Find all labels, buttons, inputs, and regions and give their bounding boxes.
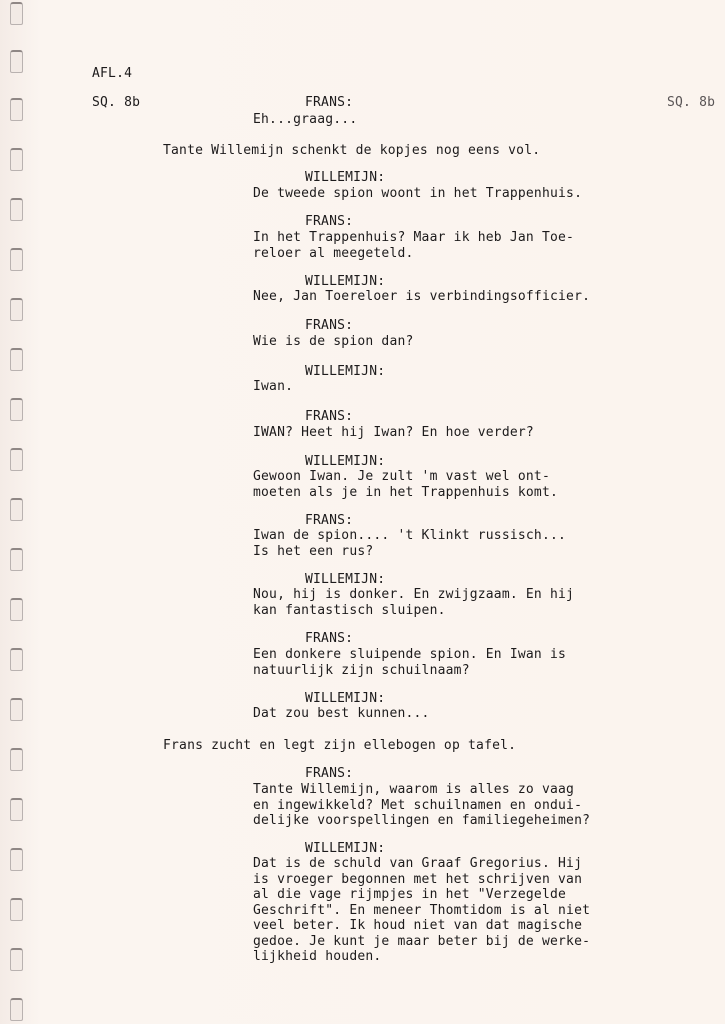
binder-hole: [10, 498, 23, 521]
binder-hole: [10, 548, 23, 571]
dialogue-line: Een donkere sluipende spion. En Iwan is natuurlijk zijn schuilnaam?: [253, 647, 567, 678]
dialogue-line: Wie is de spion dan?: [253, 334, 414, 349]
dialogue-line: Dat zou best kunnen...: [253, 706, 430, 721]
dialogue-line: Nee, Jan Toereloer is verbindingsofficier.: [253, 289, 591, 304]
dialogue-line: Nou, hij is donker. En zwijgzaam. En hij kan fantastisch sluipen.: [253, 587, 575, 618]
binder-hole: [10, 648, 23, 671]
episode-label: AFL.4: [92, 66, 133, 81]
speaker-name: FRANS:: [305, 318, 354, 333]
action-line: Frans zucht en legt zijn ellebogen op tafel.: [163, 738, 517, 753]
speaker-name: WILLEMIJN:: [305, 572, 386, 587]
speaker-name: WILLEMIJN:: [305, 274, 386, 289]
binder-hole: [10, 148, 23, 171]
binder-hole: [10, 898, 23, 921]
dialogue-line: Eh...graag...: [253, 112, 358, 127]
dialogue-line: Dat is de schuld van Graaf Gregorius. Hij is vroeger begonnen met het schrijven van al die vage rijmpjes in het "Verzegelde Geschrift". En meneer Thomtidom is al niet veel beter. Ik houd niet van dat magische gedoe. Je kunt je maar beter bij de werke- lijkheid houden.: [253, 856, 591, 964]
speaker-name: WILLEMIJN:: [305, 454, 386, 469]
dialogue-line: Gewoon Iwan. Je zult 'm vast wel ont- moeten als je in het Trappenhuis komt.: [253, 469, 559, 500]
binder-hole: [10, 98, 23, 121]
binder-hole: [10, 998, 23, 1021]
dialogue-line: Iwan de spion.... 't Klinkt russisch... Is het een rus?: [253, 528, 567, 559]
speaker-name: WILLEMIJN:: [305, 364, 386, 379]
binder-hole: [10, 948, 23, 971]
binder-hole: [10, 248, 23, 271]
speaker-name: WILLEMIJN:: [305, 841, 386, 856]
binder-hole: [10, 698, 23, 721]
speaker-name: FRANS:: [305, 95, 354, 110]
dialogue-line: IWAN? Heet hij Iwan? En hoe verder?: [253, 425, 534, 440]
dialogue-line: In het Trappenhuis? Maar ik heb Jan Toe- reloer al meegeteld.: [253, 230, 575, 261]
scene-label-left: SQ. 8b: [92, 95, 141, 110]
binder-hole: [10, 398, 23, 421]
speaker-name: FRANS:: [305, 214, 354, 229]
speaker-name: FRANS:: [305, 766, 354, 781]
binder-hole: [10, 798, 23, 821]
binder-hole: [10, 848, 23, 871]
binder-hole: [10, 748, 23, 771]
binder-hole: [10, 598, 23, 621]
dialogue-line: De tweede spion woont in het Trappenhuis.: [253, 186, 583, 201]
binder-holes: [6, 0, 30, 1024]
speaker-name: WILLEMIJN:: [305, 170, 386, 185]
binder-hole: [10, 50, 23, 73]
scene-label-right: SQ. 8b: [667, 95, 716, 110]
binder-hole: [10, 448, 23, 471]
dialogue-line: Tante Willemijn, waarom is alles zo vaag en ingewikkeld? Met schuilnamen en ondui- delijke voorspellingen en familiegeheimen?: [253, 782, 591, 828]
speaker-name: FRANS:: [305, 513, 354, 528]
binder-hole: [10, 348, 23, 371]
binder-hole: [10, 298, 23, 321]
speaker-name: FRANS:: [305, 631, 354, 646]
dialogue-line: Iwan.: [253, 379, 294, 394]
speaker-name: FRANS:: [305, 409, 354, 424]
binder-hole: [10, 2, 23, 25]
action-line: Tante Willemijn schenkt de kopjes nog eens vol.: [163, 143, 541, 158]
speaker-name: WILLEMIJN:: [305, 691, 386, 706]
binder-hole: [10, 198, 23, 221]
